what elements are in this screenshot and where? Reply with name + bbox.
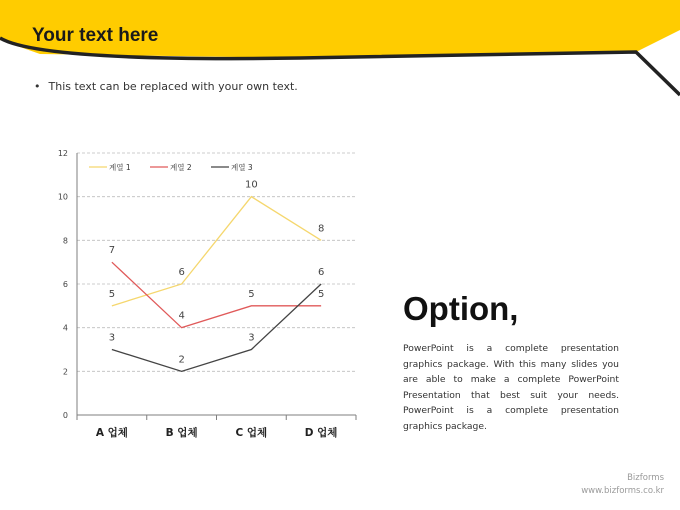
data-label: 6	[317, 267, 325, 278]
y-tick-label: 0	[62, 411, 68, 420]
data-label: 10	[245, 179, 258, 191]
brand-url: www.bizforms.co.kr	[581, 486, 664, 496]
data-label: 5	[317, 288, 325, 300]
bullet-symbol: •	[34, 80, 41, 93]
x-tick-label: B 업체	[165, 427, 198, 439]
y-tick-label: 12	[57, 149, 68, 158]
data-label: 8	[317, 223, 325, 235]
x-tick-label: C 업체	[235, 427, 268, 439]
data-label: 6	[178, 267, 185, 278]
y-tick-label: 6	[62, 280, 68, 289]
slide-title: Your text here	[32, 25, 159, 46]
legend-label: 계열 1	[109, 163, 131, 172]
data-label: 3	[108, 332, 116, 344]
bullet-text: This text can be replaced with your own text.	[48, 80, 298, 93]
x-tick-label: A 업체	[95, 427, 128, 439]
data-label: 3	[248, 332, 255, 344]
brand-name: Bizforms	[627, 473, 664, 483]
y-tick-label: 8	[62, 236, 68, 246]
legend-label: 계열 2	[170, 163, 192, 172]
y-tick-label: 10	[57, 192, 68, 202]
data-label: 2	[178, 354, 185, 366]
legend-label: 계열 3	[231, 163, 253, 172]
data-label: 7	[108, 245, 116, 257]
brand-footer	[581, 472, 664, 498]
option-heading: Option,	[403, 290, 519, 327]
data-label: 5	[108, 288, 116, 300]
data-label: 5	[248, 288, 255, 300]
x-tick-label: D 업체	[304, 427, 338, 439]
data-label: 4	[178, 310, 185, 322]
option-body: PowerPoint is a complete presentation graphics package. With this many slides you are able to make a complete PowerPoint Presentation that best suit your needs. PowerPoint is a complete presentation graphics package.	[403, 343, 619, 432]
y-tick-label: 2	[62, 367, 68, 377]
series-line	[112, 197, 321, 306]
series-line	[112, 262, 321, 328]
y-tick-label: 4	[62, 323, 68, 333]
